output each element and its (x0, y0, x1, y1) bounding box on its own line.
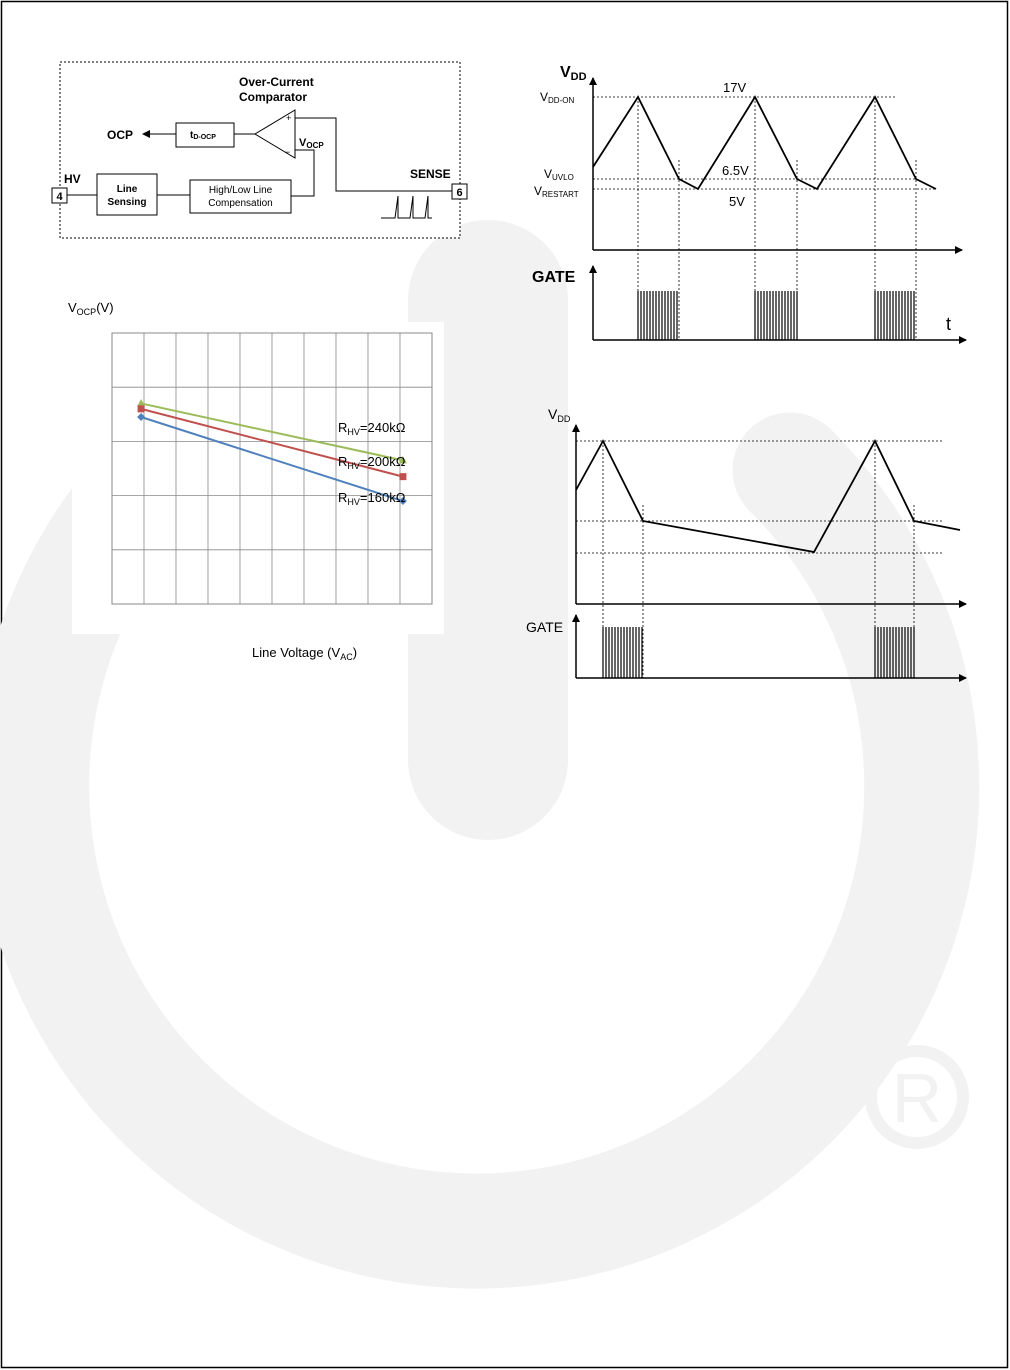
compensation-label-1: High/Low Line (208, 185, 273, 196)
tdocp-label: tD-OCP (190, 130, 216, 141)
chart-y-label: $V_{OCP}(V)$ (68, 300, 114, 317)
comparator-title: Over-Current (239, 75, 314, 89)
comparator-plus: + (286, 113, 292, 123)
hv-label: HV (64, 172, 81, 186)
chart-x-label: Line Voltage $(V_{AC})$ (252, 645, 358, 662)
sense-label: SENSE (410, 167, 451, 181)
data-point (138, 405, 145, 412)
comparator-title-line2: Comparator (239, 90, 308, 104)
bottom-vdd-label: $V_{DD}$ (548, 406, 571, 424)
vocp-chart (68, 300, 444, 662)
line-sensing-label-1: Line (116, 184, 138, 195)
top-gate-label: GATE (532, 269, 576, 286)
sense-pin-number: 6 (456, 187, 463, 199)
top-vdd-label: VDD (560, 64, 587, 83)
series-label: $R_{HV}=240k\Omega$ (338, 420, 406, 437)
top-vuvlo-label: VUVLO (544, 167, 574, 182)
line-sensing-label-2: Sensing (107, 197, 147, 208)
ocp-block-diagram (52, 62, 467, 238)
registered-letter: R (891, 1059, 943, 1137)
timing-diagram-top (532, 64, 966, 340)
compensation-label-2: Compensation (208, 198, 273, 209)
series-label: $R_{HV}=200k\Omega$ (338, 454, 406, 471)
vocp-label: VOCP (299, 137, 324, 150)
top-6v5-label: 6.5V (722, 163, 749, 178)
data-point (399, 473, 406, 480)
top-vdd-waveform (593, 97, 936, 189)
top-17v-label: 17V (723, 80, 747, 95)
bottom-gate-label: GATE (526, 619, 564, 635)
top-gate-pulses (638, 291, 914, 340)
top-5v-label: 5V (729, 194, 745, 209)
top-vrestart-label: VRESTART (534, 184, 579, 199)
ocp-output-label: OCP (107, 128, 134, 142)
comparator-minus: − (285, 147, 291, 157)
series-label: $R_{HV}=160k\Omega$ (338, 490, 406, 507)
hv-pin-number: 4 (56, 191, 63, 203)
top-t-label: t (946, 314, 952, 334)
top-vddon-label: VDD-ON (540, 90, 575, 105)
